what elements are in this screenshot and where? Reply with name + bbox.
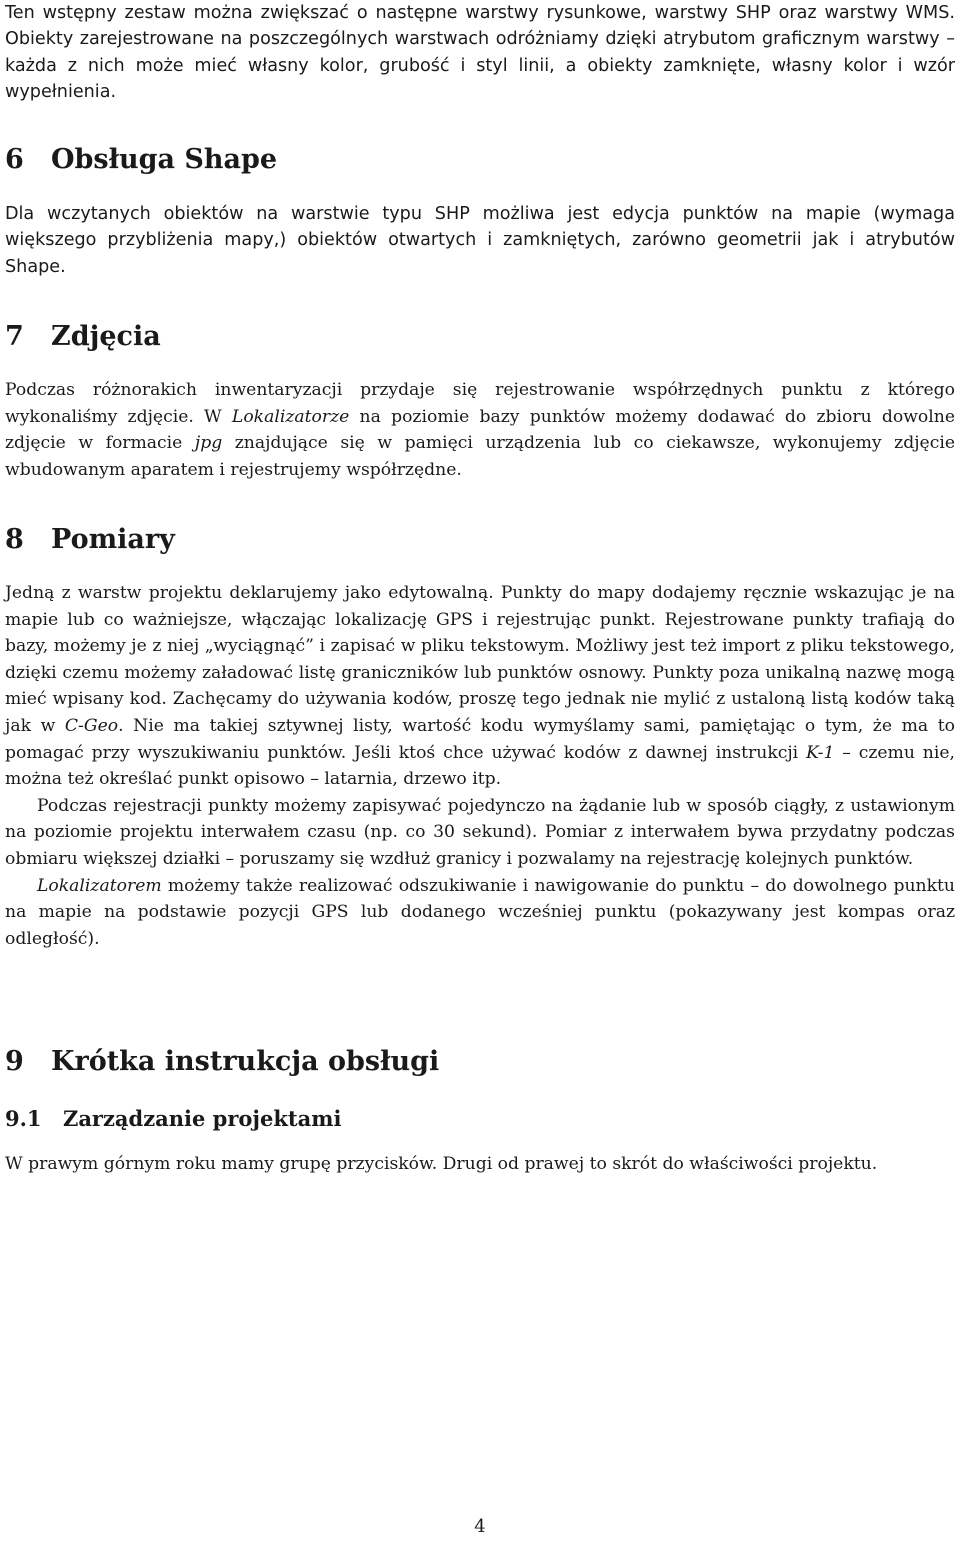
section-number: 9 [5,1046,24,1077]
section-6-paragraph: Dla wczytanych obiektów na warstwie typu SHP możliwa jest edycja punktów na mapie (wymaga większego przybliżenia mapy,) obiektów otwartych i zamkniętych, zarówno geometrii jak i atrybutów Shape. [5,204,955,277]
page-number: 4 [474,1516,486,1537]
text-run: możemy także realizować odszukiwanie i nawigowanie do punktu – do dowolnego punktu na mapie na podstawie pozycji GPS lub dodanego wcześniej punktu (pokazywany jest kompas oraz odległość). [5,875,955,949]
section-8-body [5,580,955,952]
text-run: – czemu nie, można też określać punkt opisowo – latarnia, drzewo itp. [5,742,955,790]
text-run: . Nie ma takiej sztywnej listy, wartość kodu wymyślamy sami, pamiętając o tym, że ma to pomagać przy wyszukiwaniu punktów. Jeśli ktoś chce używać kodów z dawnej instrukcji [5,715,955,763]
section-9 [5,1045,955,1079]
emphasis-k-1: K-1 [806,742,835,763]
section-8-heading [5,523,955,557]
section-6-body [5,201,955,280]
section-8 [5,523,955,557]
section-title: Krótka instrukcja obsługi [51,1046,440,1077]
section-number: 7 [5,321,24,352]
section-9-1-paragraph: W prawym górnym roku mamy grupę przycisków. Drugi od prawej to skrót do właściwości projektu. [5,1154,878,1174]
section-9-1-heading [5,1105,955,1133]
emphasis-c-geo: C-Geo [64,715,119,736]
emphasis-lokalizatorze: Lokalizatorze [231,406,350,427]
intro-block [5,0,955,106]
emphasis-lokalizatorem: Lokalizatorem [37,875,162,896]
emphasis-jpg: jpg [194,433,223,454]
text-run: na poziomie bazy punktów możemy dodawać do zbioru dowolne zdjęcie w formacie [5,406,955,454]
section-number: 8 [5,524,24,555]
section-9-heading [5,1045,955,1079]
intro-paragraph: Ten wstępny zestaw można zwiększać o następne warstwy rysunkowe, warstwy SHP oraz warstwy WMS. Obiekty zarejestrowane na poszczególnych warstwach odróżniamy dzięki atrybutom graficznym warstwy – każda z nich może mieć własny kolor, grubość i styl linii, a obiekty zamknięte, własny kolor i wzór wypełnienia. [5,3,955,103]
section-title: Zdjęcia [51,321,161,352]
section-7 [5,320,955,354]
section-6 [5,143,955,177]
section-title: Zarządzanie projektami [63,1106,342,1131]
text-run: Jedną z warstw projektu deklarujemy jako edytowalną. Punkty do mapy dodajemy ręcznie wskazując je na mapie lub co ważniejsze, włączając lokalizację GPS i rejestrując punkt. Rejestrowane punkty trafiają do bazy, możemy je z niej „wyciągnąć” i zapisać w pliku tekstowym. Możliwy jest też import z pliku tekstowego, dzięki czemu możemy załadować listę graniczników lub punktów osnowy. Punkty poza unikalną nazwę mogą mieć wpisany kod. Zachęcamy do używania kodów, proszę tego jednak nie mylić z ustaloną listą kodów taką jak w [5,583,955,736]
section-7-body [5,377,955,483]
text-run: znajdujące się w pamięci urządzenia lub co ciekawsze, wykonujemy zdjęcie wbudowanym aparatem i rejestrujemy współrzędne. [5,433,955,480]
section-8-paragraph-1 [5,580,955,793]
section-8-paragraph-3 [5,873,955,953]
text-run: Podczas różnorakich inwentaryzacji przydaje się rejestrowanie współrzędnych punktu z którego wykonaliśmy zdjęcie. W [5,380,955,427]
section-number: 9.1 [5,1106,42,1131]
section-8-paragraph-2: Podczas rejestracji punkty możemy zapisywać pojedynczo na żądanie lub w sposób ciągły, z ustawionym na poziomie projektu interwałem czasu (np. co 30 sekund). Pomiar z interwałem bywa przydatny podczas obmiaru większej działki – poruszamy się wzdłuż granicy i pozwalamy na rejestrację kolejnych punktów. [5,795,955,869]
section-9-1 [5,1105,955,1133]
section-7-paragraph [5,377,955,483]
section-9-1-body [5,1151,955,1178]
section-7-heading [5,320,955,354]
section-title: Pomiary [51,524,175,555]
section-6-heading [5,143,955,177]
section-number: 6 [5,144,24,175]
section-title: Obsługa Shape [51,144,278,175]
